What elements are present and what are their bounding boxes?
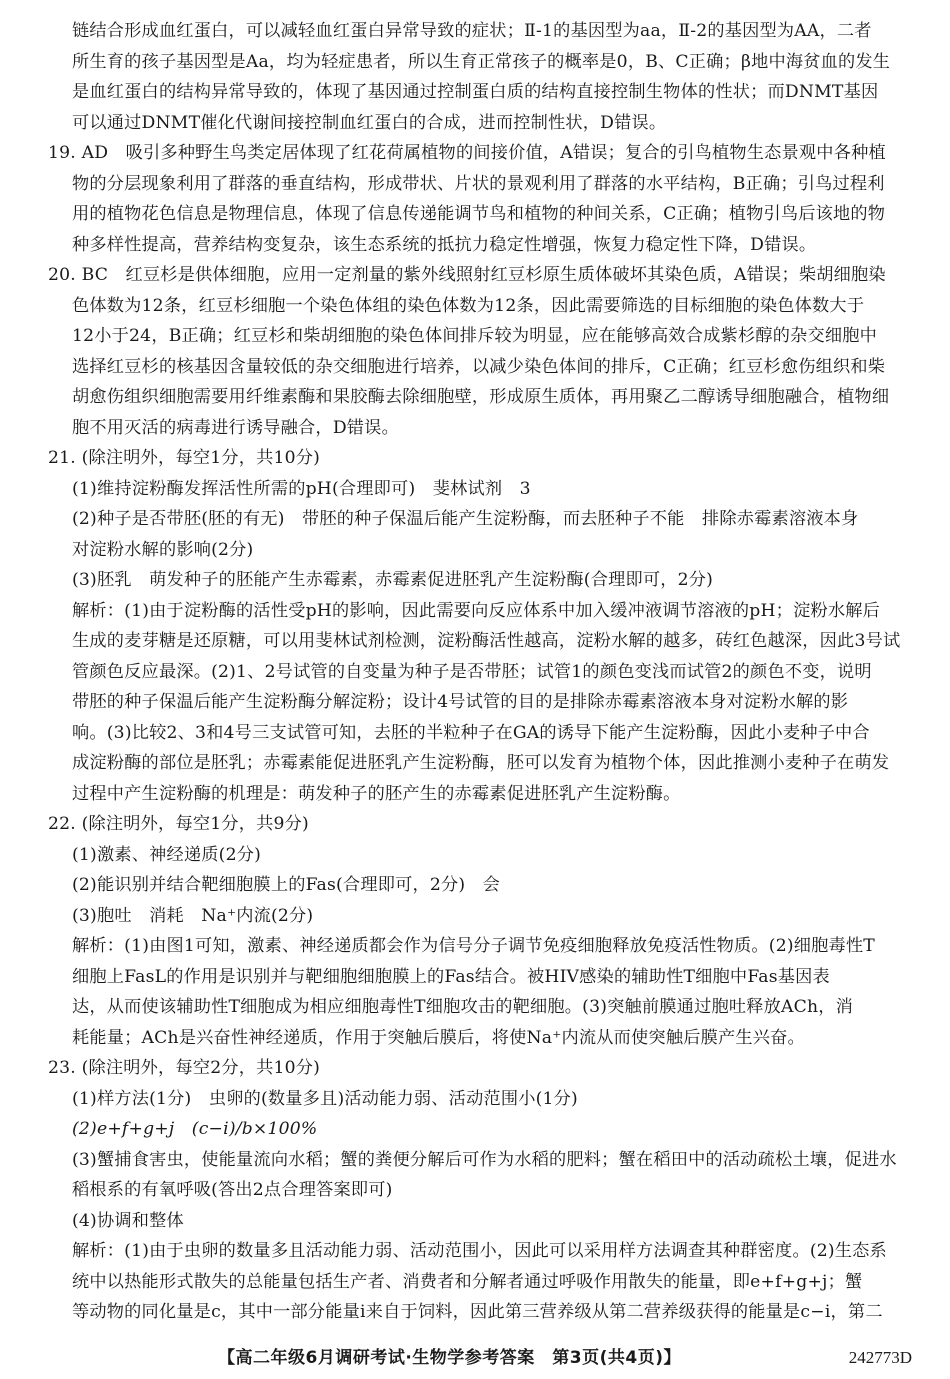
- answer-content: [48, 16, 917, 1328]
- text-line: 可以通过DNMT催化代谢间接控制血红蛋白的合成，进而控制性状，D错误。: [72, 112, 667, 133]
- text-line: 用的植物花色信息是物理信息，体现了信息传递能调节鸟和植物的种间关系，C正确；植物引鸟后该地的物: [72, 204, 886, 224]
- q22-answer: [48, 809, 917, 1053]
- question-line: 22. (除注明外，每空1分，共9分): [48, 814, 309, 834]
- answer-line: (2)种子是否带胚(胚的有无) 带胚的种子保温后能产生淀粉酶，而去胚种子不能 排除赤霉素溶液本身: [72, 509, 859, 529]
- text-line: 物的分层现象利用了群落的垂直结构，形成带状、片状的景观利用了群落的水平结构，B正确；引鸟过程利: [72, 173, 885, 194]
- question-line: 20. BC 红豆杉是供体细胞，应用一定剂量的紫外线照射红豆杉原生质体破坏其染色质，A错误；柴胡细胞染: [48, 265, 886, 285]
- question-line: 23. (除注明外，每空2分，共10分): [48, 1058, 321, 1078]
- q20-answer: [48, 260, 917, 443]
- analysis-line: 等动物的同化量是c，其中一部分能量i来自于饲料，因此第三营养级从第二营养级获得的能量是c−i，第二: [72, 1302, 883, 1322]
- answer-line: (3)胚乳 萌发种子的胚能产生赤霉素，赤霉素促进胚乳产生淀粉酶(合理即可，2分): [72, 570, 714, 590]
- page-footer: [0, 1343, 950, 1373]
- answer-line: (1)维持淀粉酶发挥活性所需的pH(合理即可) 斐林试剂 3: [72, 478, 531, 499]
- answer-line: 稻根系的有氧呼吸(答出2点合理答案即可): [72, 1180, 393, 1200]
- answer-line: (3)胞吐 消耗 Na⁺内流(2分): [72, 905, 314, 926]
- analysis-line: 成淀粉酶的部位是胚乳；赤霉素能促进胚乳产生淀粉酶，胚可以发育为植物个体，因此推测小麦种子在萌发: [72, 753, 890, 773]
- answer-line: (1)样方法(1分) 虫卵的(数量多且)活动能力弱、活动范围小(1分): [72, 1088, 578, 1109]
- analysis-line: 解析：(1)由于虫卵的数量多且活动能力弱、活动范围小，因此可以采用样方法调查其种群密度。(2)生态系: [72, 1241, 887, 1261]
- answer-line: (2)能识别并结合靶细胞膜上的Fas(合理即可，2分) 会: [72, 875, 501, 895]
- analysis-line: 解析：(1)由于淀粉酶的活性受pH的影响，因此需要向反应体系中加入缓冲液调节溶液的pH；淀粉水解后: [72, 600, 881, 621]
- analysis-line: 生成的麦芽糖是还原糖，可以用斐林试剂检测，淀粉酶活性越高，淀粉水解的越多，砖红色越深，因此3号试: [72, 631, 901, 651]
- text-line: 所生育的孩子基因型是Aa，均为轻症患者，所以生育正常孩子的概率是0，B、C正确；β地中海贫血的发生: [72, 51, 891, 72]
- text-line: 12小于24，B正确；红豆杉和柴胡细胞的染色体间排斥较为明显，应在能够高效合成紫杉醇的杂交细胞中: [72, 326, 878, 346]
- text-line: 选择红豆杉的核基因含量较低的杂交细胞进行培养，以减少染色体间的排斥，C正确；红豆杉愈伤组织和柴: [72, 356, 886, 377]
- analysis-line: 达，从而使该辅助性T细胞成为相应细胞毒性T细胞攻击的靶细胞。(3)突触前膜通过胞吐释放ACh，消: [72, 997, 854, 1017]
- analysis-line: 管颜色反应最深。(2)1、2号试管的自变量为种子是否带胚；试管1的颜色变浅而试管2的颜色不变，说明: [72, 661, 872, 682]
- analysis-line: 耗能量；ACh是兴奋性神经递质，作用于突触后膜后，将使Na⁺内流从而使突触后膜产生兴奋。: [72, 1027, 805, 1048]
- answer-line: 对淀粉水解的影响(2分): [72, 539, 254, 560]
- answer-line: (2)e+f+g+j (c−i)/b×100%: [72, 1119, 318, 1139]
- analysis-line: 响。(3)比较2、3和4号三支试管可知，去胚的半粒种子在GA的诱导下能产生淀粉酶，因此小麦种子中合: [72, 722, 870, 743]
- q21-answer: [48, 443, 917, 809]
- text-line: 胞不用灭活的病毒进行诱导融合，D错误。: [72, 417, 399, 438]
- text-line: 色体数为12条，红豆杉细胞一个染色体组的染色体数为12条，因此需要筛选的目标细胞的染色体数大于: [72, 295, 865, 316]
- q23-answer: [48, 1053, 917, 1328]
- answer-line: (3)蟹捕食害虫，使能量流向水稻；蟹的粪便分解后可作为水稻的肥料；蟹在稻田中的活动疏松土壤，促进水: [72, 1149, 897, 1170]
- text-line: 胡愈伤组织细胞需要用纤维素酶和果胶酶去除细胞壁，形成原生质体，再用聚乙二醇诱导细胞融合，植物细: [72, 387, 890, 407]
- question-line: 21. (除注明外，每空1分，共10分): [48, 448, 321, 468]
- answer-line: (4)协调和整体: [72, 1210, 184, 1231]
- question-line: 19. AD 吸引多种野生鸟类定居体现了红花荷属植物的间接价值，A错误；复合的引鸟植物生态景观中各种植: [48, 143, 886, 163]
- answer-line: (1)激素、神经递质(2分): [72, 844, 261, 865]
- analysis-line: 解析：(1)由图1可知，激素、神经递质都会作为信号分子调节免疫细胞释放免疫活性物质。(2)细胞毒性T: [72, 936, 875, 956]
- text-line: 种多样性提高，营养结构变复杂，该生态系统的抵抗力稳定性增强，恢复力稳定性下降，D错误。: [72, 234, 817, 255]
- q19-answer: [48, 138, 917, 260]
- analysis-line: 带胚的种子保温后能产生淀粉酶分解淀粉；设计4号试管的目的是排除赤霉素溶液本身对淀粉水解的影: [72, 692, 849, 712]
- text-line: 是血红蛋白的结构异常导致的，体现了基因通过控制蛋白质的结构直接控制生物体的性状；而DNMT基因: [72, 82, 879, 102]
- analysis-line: 统中以热能形式散失的总能量包括生产者、消费者和分解者通过呼吸作用散失的能量，即e+f+g+j；蟹: [72, 1271, 863, 1292]
- analysis-line: 细胞上FasL的作用是识别并与靶细胞细胞膜上的Fas结合。被HIV感染的辅助性T细胞中Fas基因表: [72, 966, 830, 987]
- text-line: 链结合形成血红蛋白，可以减轻血红蛋白异常导致的症状；Ⅱ-1的基因型为aa，Ⅱ-2的基因型为AA，二者: [72, 21, 872, 41]
- footer-code: 242773D: [848, 1348, 912, 1367]
- footer-title: 【高二年级6月调研考试·生物学参考答案 第3页(共4页)】: [218, 1348, 681, 1368]
- q18-tail: [72, 16, 917, 138]
- analysis-line: 过程中产生淀粉酶的机理是：萌发种子的胚产生的赤霉素促进胚乳产生淀粉酶。: [72, 783, 681, 804]
